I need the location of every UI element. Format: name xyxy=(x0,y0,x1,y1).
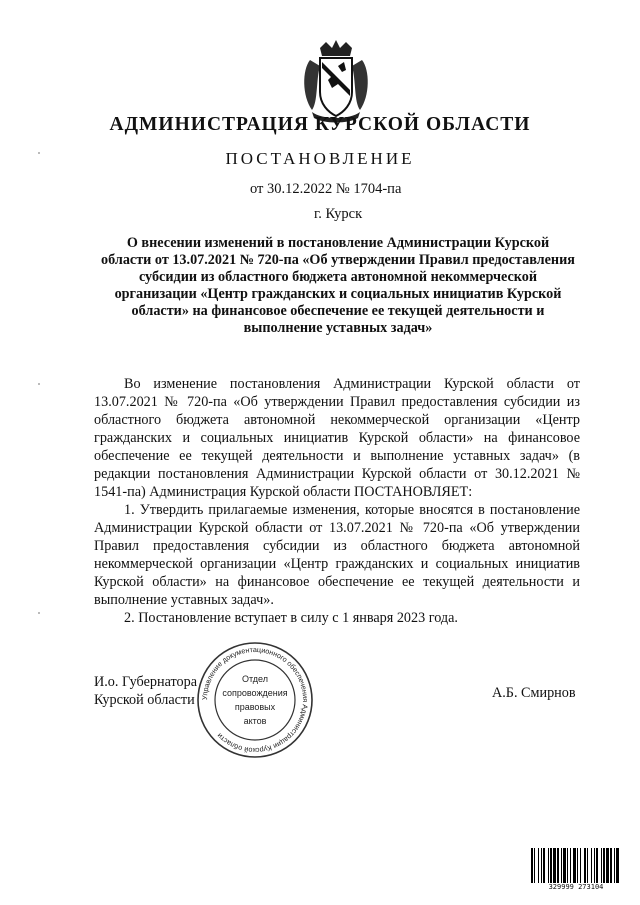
barcode-bar xyxy=(553,848,556,884)
body-paragraph: Во изменение постановления Администрации Курской области от 13.07.2021 № 720-па «Об утверждении Правил предоставления субсидии из областного бюджета автономной некоммерческой организации «Центр гражданских и социальных инициатив Курской области» на финансовое обеспечение ее текущей деятельности и выполнение уставных задач» (в редакции постановления Администрации Курской области от 30.12.2021 № 1541-па) Администрация Курской области ПОСТАНОВЛЯЕТ: xyxy=(94,376,580,500)
barcode-bar xyxy=(543,848,545,884)
body-paragraph: 1. Утвердить прилагаемые изменения, которые вносятся в постановление Администрации Курской области от 13.07.2021 № 720-па «Об утверждении Правил предоставления субсидии из областного бюджета автономной некоммерческой организации «Центр гражданских и социальных инициатив Курской области» на финансовое обеспечение ее текущей деятельности и выполнение уставных задач». xyxy=(94,502,580,608)
document-date-number: от 30.12.2022 № 1704-па xyxy=(250,181,402,197)
barcode-bar xyxy=(570,848,571,884)
scan-dot xyxy=(38,152,40,154)
signatory-title xyxy=(94,673,197,709)
barcode-bar xyxy=(531,848,533,884)
barcode-bar xyxy=(594,848,595,884)
barcode-bar xyxy=(606,848,609,884)
barcode-bar xyxy=(596,848,598,884)
barcode-bar xyxy=(541,848,542,884)
barcode-bar xyxy=(563,848,566,884)
barcode-bar xyxy=(614,848,615,884)
barcode-bar xyxy=(561,848,562,884)
barcode-bar xyxy=(610,848,612,884)
stamp-center-text: Отдел xyxy=(241,674,269,684)
barcode-bar xyxy=(557,848,559,884)
barcode-number: 329999 273104 xyxy=(530,883,622,891)
barcode-bar xyxy=(584,848,586,884)
barcode-bar xyxy=(603,848,605,884)
barcode-bar xyxy=(548,848,549,884)
barcode-bar xyxy=(550,848,552,884)
barcode-bar xyxy=(577,848,578,884)
barcode-bar xyxy=(573,848,576,884)
barcode-bar xyxy=(580,848,581,884)
barcode-bar xyxy=(567,848,568,884)
document-subject: О внесении изменений в постановление Администрации Курской области от 13.07.2021 № 720-па «Об утверждении Правил предоставления субсидии из областного бюджета автономной некоммерческой организации «Центр гражданских и социальных инициатив Курской области» на финансовое обеспечение ее текущей деятельности и выполнение уставных задач» xyxy=(101,235,575,336)
organization-title: АДМИНИСТРАЦИЯ КУРСКОЙ ОБЛАСТИ xyxy=(109,114,531,135)
barcode-bar xyxy=(534,848,535,884)
signatory-name: А.Б. Смирнов xyxy=(492,685,576,701)
scan-dot xyxy=(38,383,40,385)
signatory-title-line: Курской области xyxy=(94,692,195,708)
barcode-bar xyxy=(616,848,619,884)
document-city: г. Курск xyxy=(314,206,363,222)
barcode-bar xyxy=(591,848,592,884)
barcode-bar xyxy=(601,848,602,884)
stamp-center-text: актов xyxy=(243,716,267,726)
body-paragraph: 2. Постановление вступает в силу с 1 января 2023 года. xyxy=(124,610,458,626)
barcode-bar xyxy=(587,848,588,884)
stamp-center-text: правовых xyxy=(234,702,276,712)
document-type: ПОСТАНОВЛЕНИЕ xyxy=(225,149,415,168)
stamp-ring-text: Управление документационного обеспечения Администрации Курской области xyxy=(199,644,311,756)
barcode-bar xyxy=(538,848,539,884)
approval-stamp xyxy=(195,640,315,760)
document-body xyxy=(94,375,580,627)
stamp-center-text: сопровождения xyxy=(222,688,288,698)
signatory-title-line: И.о. Губернатора xyxy=(94,674,197,690)
scan-dot xyxy=(38,612,40,614)
